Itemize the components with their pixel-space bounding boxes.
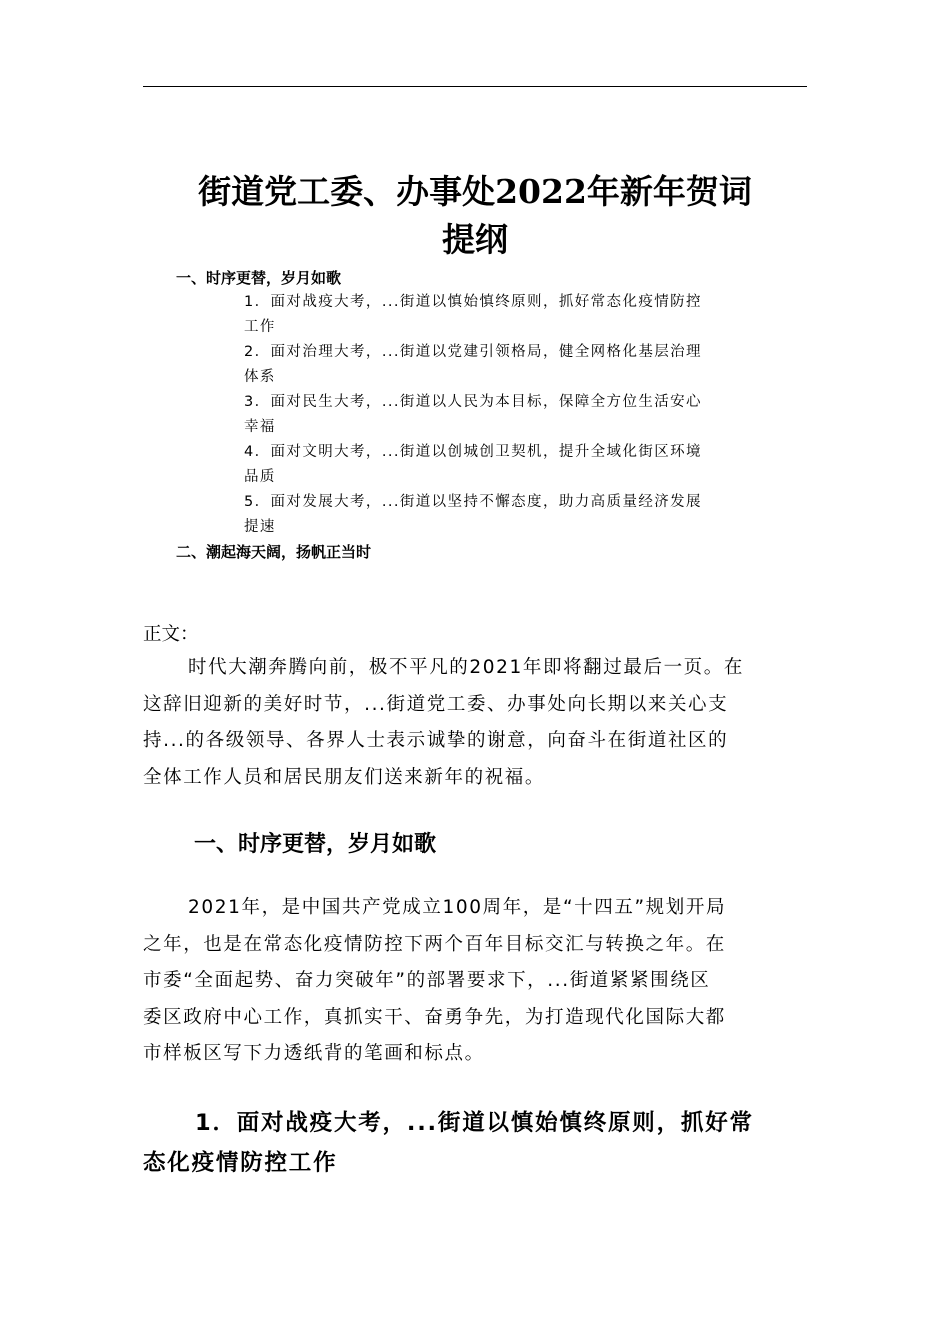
outline-heading-1: 一、时序更替，岁月如歌 (176, 269, 342, 287)
subsection-heading (143, 1103, 811, 1183)
outline-item (244, 290, 810, 339)
outline-item (244, 440, 810, 489)
section1-paragraph (143, 890, 811, 1073)
paragraph-line: 市委“全面起势、奋力突破年”的部署要求下，...街道紧紧围绕区 (143, 970, 711, 991)
paragraph-line: 持...的各级领导、各界人士表示诚挚的谢意，向奋斗在街道社区的 (143, 730, 729, 751)
document-title: 街道党工委、办事处2022年新年贺词 (198, 172, 752, 211)
header-rule (143, 86, 807, 87)
outline-item-line: 3．面对民生大考，...街道以人民为本目标，保障全方位生活安心 (244, 394, 702, 410)
outline-item-line: 2．面对治理大考，...街道以党建引领格局，健全网格化基层治理 (244, 344, 702, 360)
paragraph-line: 时代大潮奔腾向前，极不平凡的2021年即将翻过最后一页。在 (188, 657, 744, 678)
outline-item-line: 4．面对文明大考，...街道以创城创卫契机，提升全域化街区环境 (244, 444, 702, 460)
paragraph-line: 委区政府中心工作，真抓实干、奋勇争先，为打造现代化国际大都 (143, 1006, 726, 1028)
document-title-line2: 提纲 (442, 220, 508, 259)
paragraph-line: 市样板区写下力透纸背的笔画和标点。 (143, 1043, 485, 1064)
outline-item-line: 1．面对战疫大考，...街道以慎始慎终原则，抓好常态化疫情防控 (244, 294, 702, 310)
outline-item-line: 品质 (244, 468, 276, 485)
outline-item (244, 390, 810, 439)
outline-item (244, 340, 810, 389)
body-label: 正文： (143, 624, 199, 645)
outline-item-line: 体系 (244, 368, 276, 385)
paragraph-line: 这辞旧迎新的美好时节，...街道党工委、办事处向长期以来关心支 (143, 693, 729, 715)
outline-item-line: 5．面对发展大考，...街道以坚持不懈态度，助力高质量经济发展 (244, 494, 702, 510)
paragraph-line: 2021年，是中国共产党成立100周年，是“十四五”规划开局 (188, 897, 727, 918)
subsection-heading-line: 态化疫情防控工作 (143, 1150, 338, 1176)
section-heading: 一、时序更替，岁月如歌 (194, 832, 437, 857)
outline-item-line: 工作 (244, 318, 276, 335)
paragraph-line: 全体工作人员和居民朋友们送来新年的祝福。 (143, 766, 546, 788)
intro-paragraph (143, 650, 811, 796)
outline-item-line: 提速 (244, 518, 276, 535)
outline-heading-2: 二、潮起海天阔，扬帆正当时 (176, 543, 372, 561)
outline-item (244, 490, 810, 539)
subsection-heading-line: 1．面对战疫大考，...街道以慎始慎终原则，抓好常 (195, 1110, 754, 1136)
paragraph-line: 之年，也是在常态化疫情防控下两个百年目标交汇与转换之年。在 (143, 933, 726, 955)
outline-item-line: 幸福 (244, 418, 276, 435)
